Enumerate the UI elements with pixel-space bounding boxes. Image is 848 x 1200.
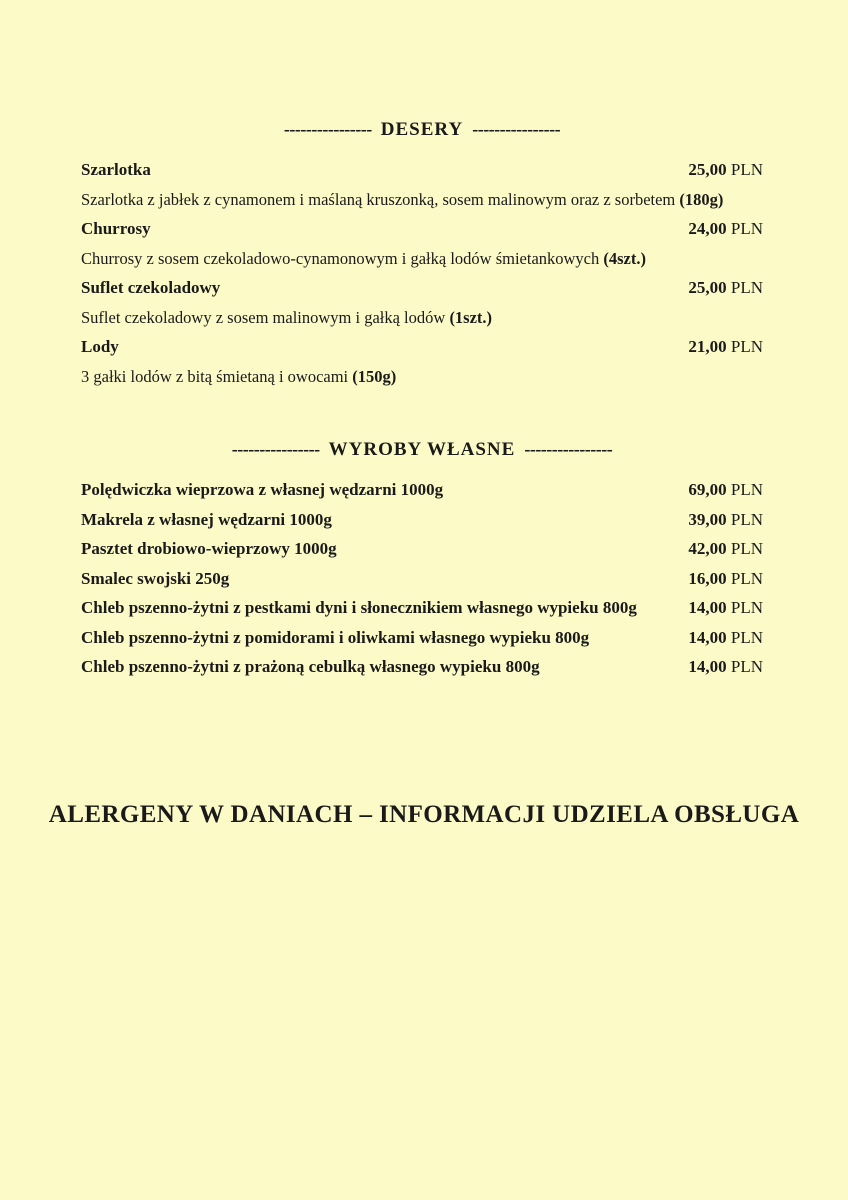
- menu-list-wyroby-wlasne: [81, 475, 763, 682]
- menu-item-description: [81, 244, 763, 274]
- menu-item-price: [674, 623, 763, 653]
- menu-item-row: [81, 273, 763, 303]
- menu-item: [81, 273, 763, 332]
- menu-item-row: [81, 475, 763, 505]
- menu-item-price: [674, 332, 763, 362]
- menu-item: [81, 475, 763, 505]
- menu-item-row: [81, 505, 763, 535]
- price-value: 39,00: [688, 509, 727, 529]
- menu-item-price: [674, 475, 763, 505]
- menu-item-row: [81, 214, 763, 244]
- menu-item-row: [81, 332, 763, 362]
- menu-item-name: Chleb pszenno-żytni z pestkami dyni i słonecznikiem własnego wypieku 800g: [81, 598, 637, 617]
- price-currency: PLN: [730, 598, 763, 617]
- menu-section-desery: [81, 118, 763, 391]
- menu-item-name: Chleb pszenno-żytni z prażoną cebulką własnego wypieku 800g: [81, 657, 540, 676]
- menu-item-name: Chleb pszenno-żytni z pomidorami i oliwkami własnego wypieku 800g: [81, 627, 590, 647]
- menu-item-price: [674, 214, 763, 244]
- description-quantity: (1szt.): [449, 307, 493, 327]
- menu-item-price: [674, 534, 763, 564]
- heading-dashes-left: ----------------: [231, 439, 320, 459]
- description-text: Churrosy z sosem czekoladowo-cynamonowym i gałką lodów śmietankowych: [81, 248, 604, 268]
- menu-item-name: Makrela z własnej wędzarni 1000g: [81, 509, 332, 529]
- menu-item: [81, 505, 763, 535]
- menu-item-price: [674, 273, 763, 303]
- section-heading-desery: [81, 118, 763, 141]
- menu-item-name: Pasztet drobiowo-wieprzowy 1000g: [81, 539, 337, 558]
- menu-item: [81, 155, 763, 214]
- menu-item-description: [81, 185, 763, 215]
- heading-title: WYROBY WŁASNE: [328, 439, 516, 460]
- price-currency: PLN: [730, 657, 763, 676]
- menu-item-price: [674, 505, 763, 535]
- menu-item-description: [81, 303, 763, 333]
- menu-item-row: [81, 593, 763, 623]
- price-currency: PLN: [730, 509, 763, 529]
- menu-item-row: [81, 623, 763, 653]
- price-currency: PLN: [730, 160, 763, 179]
- heading-dashes-right: ----------------: [524, 439, 613, 459]
- description-quantity: (150g): [352, 366, 397, 386]
- price-value: 69,00: [688, 480, 727, 499]
- price-value: 24,00: [688, 219, 727, 238]
- menu-list-desery: [81, 155, 763, 391]
- price-value: 14,00: [688, 598, 727, 617]
- menu-item: [81, 332, 763, 391]
- menu-item: [81, 593, 763, 623]
- menu-item: [81, 214, 763, 273]
- description-text: Suflet czekoladowy z sosem malinowym i gałką lodów: [81, 307, 450, 327]
- description-text: 3 gałki lodów z bitą śmietaną i owocami: [81, 366, 353, 386]
- menu-item: [81, 534, 763, 564]
- menu-item-row: [81, 652, 763, 682]
- menu-item-price: [674, 564, 763, 594]
- menu-item: [81, 564, 763, 594]
- price-value: 25,00: [688, 160, 727, 179]
- price-value: 42,00: [688, 539, 727, 558]
- menu-section-wyroby-wlasne: [81, 438, 763, 682]
- price-currency: PLN: [730, 627, 763, 647]
- menu-item-name: Szarlotka: [81, 160, 151, 179]
- price-currency: PLN: [730, 539, 763, 558]
- menu-item-name: Lody: [81, 337, 119, 356]
- menu-item-row: [81, 534, 763, 564]
- price-value: 16,00: [688, 568, 727, 588]
- description-text: Szarlotka z jabłek z cynamonem i maślaną kruszonką, sosem malinowym oraz z sorbetem: [81, 189, 680, 209]
- menu-item-price: [674, 652, 763, 682]
- menu-item-price: [674, 155, 763, 185]
- heading-title: DESERY: [380, 119, 464, 140]
- price-value: 25,00: [688, 278, 727, 297]
- menu-item-name: Polędwiczka wieprzowa z własnej wędzarni 1000g: [81, 480, 444, 499]
- allergen-notice: ALERGENY W DANIACH – INFORMACJI UDZIELA OBSŁUGA: [48, 801, 800, 828]
- heading-dashes-left: ----------------: [283, 119, 372, 139]
- price-value: 14,00: [688, 657, 727, 676]
- menu-item-row: [81, 155, 763, 185]
- price-currency: PLN: [730, 219, 763, 238]
- menu-item-description: [81, 362, 763, 392]
- description-quantity: (4szt.): [603, 248, 646, 268]
- heading-dashes-right: ----------------: [472, 119, 561, 139]
- menu-item: [81, 623, 763, 653]
- menu-item-name: Suflet czekoladowy: [81, 278, 221, 297]
- price-currency: PLN: [730, 480, 763, 499]
- menu-item-price: [674, 593, 763, 623]
- price-value: 14,00: [688, 627, 727, 647]
- section-heading-wyroby-wlasne: [81, 438, 763, 461]
- price-currency: PLN: [730, 568, 763, 588]
- price-value: 21,00: [688, 337, 727, 356]
- menu-item: [81, 652, 763, 682]
- description-quantity: (180g): [679, 189, 724, 209]
- price-currency: PLN: [730, 278, 763, 297]
- menu-item-row: [81, 564, 763, 594]
- menu-item-name: Churrosy: [81, 219, 151, 238]
- price-currency: PLN: [730, 337, 763, 356]
- menu-item-name: Smalec swojski 250g: [81, 568, 230, 588]
